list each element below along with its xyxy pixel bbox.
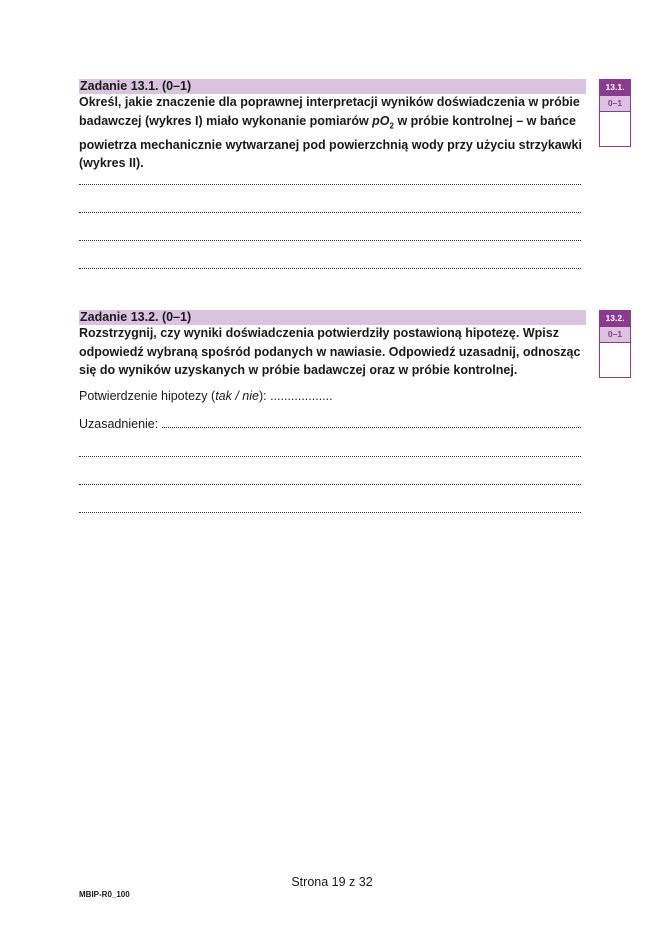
score-box-13-2 [599, 310, 631, 378]
score-number: 13.2. [600, 311, 630, 326]
hypothesis-confirmation: Potwierdzenie hipotezy (tak / nie): .................. [79, 389, 333, 403]
score-entry-box [600, 342, 630, 377]
hypothesis-answer-field[interactable]: .................. [270, 389, 333, 403]
score-box-13-1 [599, 79, 631, 147]
answer-line[interactable] [79, 184, 581, 185]
answer-line[interactable] [79, 268, 581, 269]
score-points: 0–1 [600, 326, 630, 342]
answer-line[interactable] [79, 456, 581, 457]
score-entry-box [600, 111, 630, 146]
answer-line[interactable] [162, 417, 581, 428]
justification-row [79, 417, 581, 432]
task-13-1-title: Zadanie 13.1. (0–1) [80, 79, 192, 93]
task-13-1-header [79, 79, 586, 94]
score-points: 0–1 [600, 95, 630, 111]
justification-label: Uzasadnienie: [79, 417, 162, 431]
task-13-2-instruction: Rozstrzygnij, czy wyniki doświadczenia potwierdziły postawioną hipotezę. Wpisz odpowiedź wybraną spośród podanych w nawiasie. Odpowiedź uzasadnij, odnosząc się do wyników uzyskanych w próbie badawczej oraz w próbie kontrolnej. [79, 326, 581, 377]
answer-line[interactable] [79, 512, 581, 513]
answer-line[interactable] [79, 212, 581, 213]
exam-code: MBIP-R0_100 [79, 890, 130, 899]
answer-line[interactable] [79, 484, 581, 485]
answer-line[interactable] [79, 240, 581, 241]
score-number: 13.1. [600, 80, 630, 95]
task-13-2-title: Zadanie 13.2. (0–1) [80, 310, 192, 324]
task-13-2-header [79, 310, 586, 325]
page-number: Strona 19 z 32 [291, 875, 373, 889]
task-13-1-instruction: Określ, jakie znaczenie dla poprawnej interpretacji wyników doświadczenia w próbie badawczej (wykres I) miało wykonanie pomiarów $pO_2$ w próbie kontrolnej – w bańce powietrza mechanicznie wytwarzanej pod powierzchnią wody przy użyciu strzykawki (wykres II). [79, 95, 582, 170]
